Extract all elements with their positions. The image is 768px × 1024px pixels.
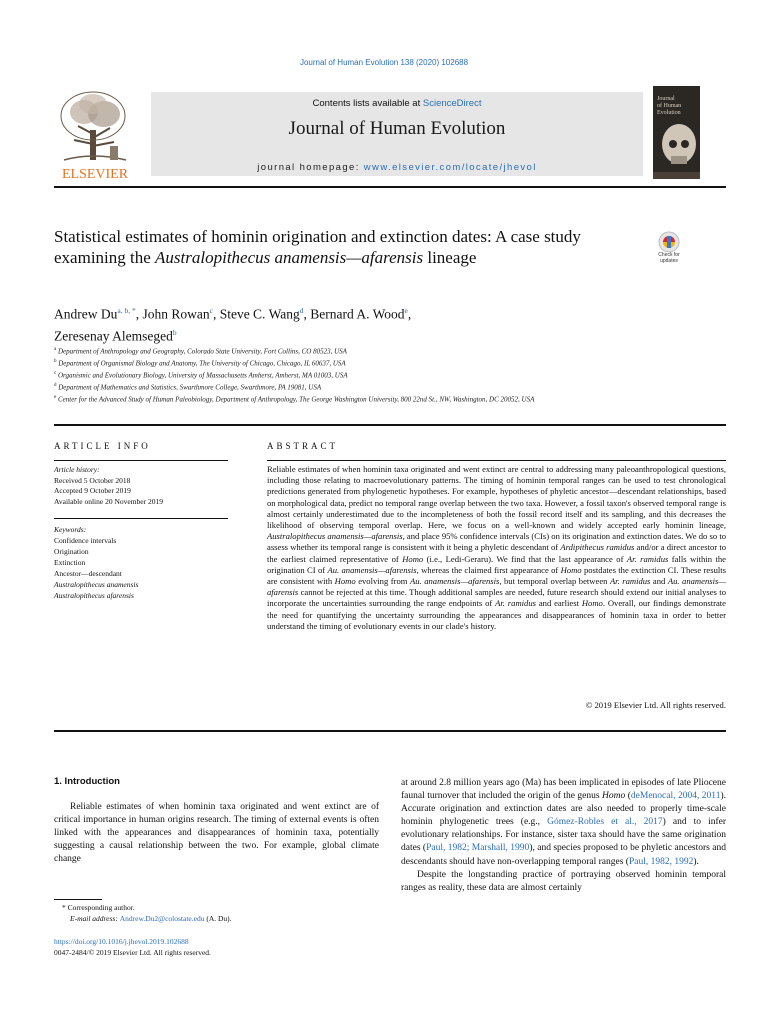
- affiliation-item: $^a$ Department of Anthropology and Geography, Colorado State University, Fort Collins, CO 80523, USA: [54, 347, 347, 356]
- journal-citation[interactable]: Journal of Human Evolution 138 (2020) 102688: [299, 58, 469, 67]
- author-affiliation-marker[interactable]: e: [404, 306, 408, 315]
- affiliation-item: $^d$ Department of Mathematics and Statistics, Swarthmore College, Swarthmore, PA 19081, USA: [54, 382, 322, 392]
- article-title: Statistical estimates of hominin origination and extinction dates: A case study examining the Australopithecus anamensis—afarensis lineage: [54, 227, 581, 267]
- email-link[interactable]: Andrew.Du2@colostate.edu: [119, 913, 205, 923]
- elsevier-logo[interactable]: [54, 86, 136, 181]
- abstract-rule: [267, 460, 726, 461]
- publisher-logo-text: ELSEVIER: [61, 167, 129, 181]
- history-label: Article history:: [54, 465, 100, 474]
- affiliation-item: $^c$ Organismic and Evolutionary Biology, University of Massachusetts Amherst, Amherst, MA 01003, USA: [54, 370, 348, 380]
- introduction-heading: 1. Introduction: [54, 776, 120, 787]
- info-divider: [54, 424, 726, 426]
- email-note: E-mail address: Andrew.Du2@colostate.edu (A. Du).: [70, 913, 232, 923]
- body-divider: [54, 730, 726, 732]
- reference-link[interactable]: Paul, 1982; Marshall, 1990: [426, 843, 530, 854]
- crossmark-label: Check for updates: [658, 252, 680, 264]
- keyword-item: Origination: [54, 547, 89, 556]
- footnote-rule: [54, 899, 102, 900]
- article-history: [54, 465, 228, 507]
- affiliation-item: $^e$ Center for the Advanced Study of Human Paleobiology, Department of Anthropology, The George Washington University, 800 22nd St., NW, Washington, DC 20052, USA: [54, 394, 535, 404]
- online-date: Available online 20 November 2019: [54, 496, 163, 506]
- intro-paragraph-2: Despite the longstanding practice of portraying observed hominin temporal ranges as reality, these data are almost certainly: [401, 869, 726, 893]
- affiliation-list: [54, 345, 694, 405]
- accepted-date: Accepted 9 October 2019: [54, 486, 131, 495]
- keyword-item: Australopithecus anamensis: [54, 580, 139, 589]
- journal-masthead: [54, 86, 726, 181]
- masthead-divider: [54, 186, 726, 188]
- author-name[interactable]: Steve C. Wang: [219, 306, 300, 322]
- author-affiliation-marker[interactable]: c: [209, 306, 213, 315]
- author-affiliation-marker[interactable]: a, b, *: [117, 306, 136, 315]
- affiliation-item: $^b$ Department of Organismal Biology and Anatomy, The University of Chicago, Chicago, IL 60637, USA: [54, 358, 346, 368]
- intro-paragraph-1: Reliable estimates of when hominin taxa originated and went extinct are of critical importance in human origins research. The timing of external events is often linked with the appearances and disappearances of hominin taxa, potentially suggesting a causal relationship between the two. For example, global climate change: [54, 802, 379, 865]
- homepage-prefix: journal homepage:: [257, 162, 364, 173]
- author-name[interactable]: Zeresenay Alemseged: [54, 328, 173, 343]
- doi-block: [54, 937, 379, 958]
- author-name[interactable]: Andrew Du: [54, 306, 118, 322]
- homepage-link[interactable]: www.elsevier.com/locate/jhevol: [363, 162, 537, 173]
- keyword-item: Extinction: [54, 558, 86, 567]
- abstract-text: Reliable estimates of when hominin taxa originated and went extinct are central to addressing many paleoanthropological questions, including those relating to macroevolutionary patterns. The timing of hominin temporal ranges can be used to test chronological predictions generated from phylogenetic hypotheses. For example, hypotheses of phyletic ancestor—descendant relationships, based on morphological data, predict no temporal range overlap between the two taxa. However, a fossil taxon's observed temporal range is almost certainly underestimated due to the incompleteness of both the fossil record itself and its sampling, and this decreases the likelihood of observing temporal overlap. Here, we focus on a well-known and widely accepted early hominin lineage, Australopithecus anamensis—afarensis, and place 95% confidence intervals (CIs) on its origination and extinction dates. We do so to assess whether its temporal range is consistent with it being a phyletic descendant of Ardipithecus ramidus and/or a direct ancestor to the earliest claimed representative of Homo (i.e., Ledi-Geraru). We find that the last appearance of Ar. ramidus falls within the origination CI of Au. anamensis—afarensis, whereas the claimed first appearance of Homo postdates the extinction CI. These results are consistent with Homo evolving from Au. anamensis—afarensis, but temporal overlap between Ar. ramidus and Au. anamensis—afarensis cannot be rejected at this time. Though additional samples are needed, future research should extend our initial analyses to incorporate the uncertainties surrounding the range endpoints of Ar. ramidus and earliest Homo. Overall, our findings demonstrate the need for quantifying the uncertainty surrounding the appearances and disappearances of hominin taxa in order to better understand the timing of evolutionary events in our clade's history.: [267, 464, 727, 631]
- journal-cover-image[interactable]: [653, 86, 700, 179]
- homepage-line: [151, 162, 643, 173]
- author-list: Andrew $Du^{a, b, *}$, John Rowan$^c$, Steve C. Wang$^d$, Bernard A. Wood$^e$, Zeresenay Alemseged$^b$: [54, 306, 412, 343]
- sciencedirect-link[interactable]: ScienceDirect: [422, 98, 482, 109]
- cover-title: Journal of Human Evolution: [657, 96, 682, 116]
- doi-link[interactable]: https://doi.org/10.1016/j.jhevol.2019.102688: [54, 937, 189, 946]
- keyword-item: Confidence intervals: [54, 536, 117, 545]
- author-name[interactable]: John Rowan: [142, 306, 210, 322]
- footnotes: [54, 903, 379, 924]
- author-affiliation-marker[interactable]: b: [172, 327, 177, 337]
- crossmark-icon: [650, 230, 688, 254]
- author-name[interactable]: Bernard A. Wood: [310, 306, 405, 322]
- reference-link[interactable]: deMenocal, 2004, 2011: [630, 791, 721, 802]
- reference-link[interactable]: Gómez-Robles et al., 2017: [547, 817, 663, 828]
- intro-paragraph-continued: at around 2.8 million years ago (Ma) has been implicated in episodes of late Pliocene faunal turnover that included the origin of the genus Homo (deMenocal, 2004, 2011). Accurate origination and extinction dates are also needed to properly time-scale hominin phylogenetic trees (e.g., Gómez-Robles et al., 2017) and to infer evolutionary relationships. For instance, sister taxa should have the same origination dates (Paul, 1982; Marshall, 1990), and species proposed to be phyletic ancestors and descendants should have non-overlapping temporal ranges (Paul, 1982, 1992).: [401, 778, 726, 867]
- keyword-item: Ancestor—descendant: [54, 569, 122, 578]
- author-affiliation-marker[interactable]: d: [299, 306, 304, 315]
- article-info-rule: [54, 460, 228, 461]
- corresponding-author-note: * Corresponding author.: [62, 903, 135, 912]
- contents-prefix: Contents lists available at: [312, 98, 423, 109]
- abstract-heading: ABSTRACT: [267, 441, 339, 451]
- keyword-item: Australopithecus afarensis: [54, 591, 134, 600]
- reference-link[interactable]: Paul, 1982, 1992: [628, 856, 694, 867]
- issn-line: 0047-2484/© 2019 Elsevier Ltd. All rights reserved.: [54, 947, 211, 957]
- keywords-label: Keywords:: [54, 525, 87, 534]
- contents-line: [151, 98, 643, 109]
- article-info-heading: ARTICLE INFO: [54, 441, 151, 451]
- keywords-rule: [54, 518, 228, 519]
- journal-header-box: [151, 92, 643, 176]
- elsevier-tree-icon: [54, 86, 136, 181]
- intro-column-2: [401, 777, 726, 895]
- abstract-copyright: © 2019 Elsevier Ltd. All rights reserved.: [585, 700, 726, 710]
- journal-title: Journal of Human Evolution: [288, 118, 506, 139]
- keyword-list: [54, 524, 228, 601]
- received-date: Received 5 October 2018: [54, 475, 131, 485]
